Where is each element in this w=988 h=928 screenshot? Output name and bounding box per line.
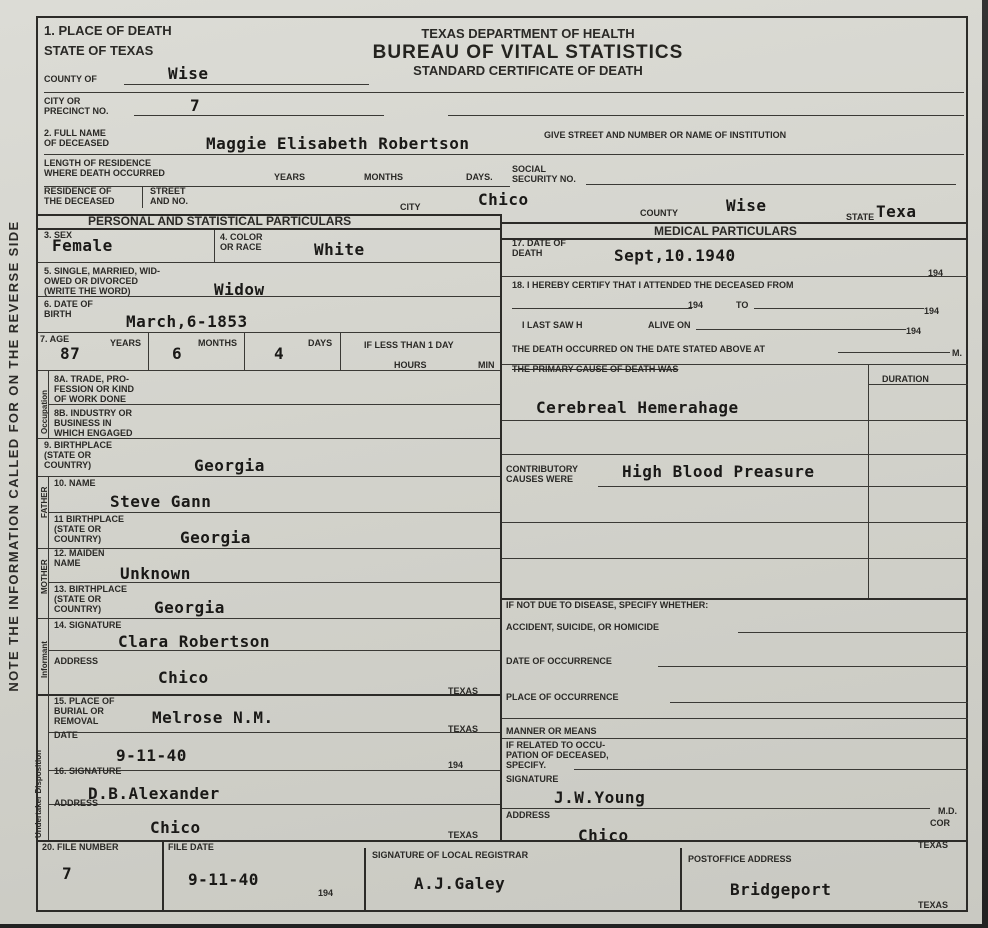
postoffice-label: POSTOFFICE ADDRESS bbox=[688, 854, 792, 864]
industry-label: 8B. INDUSTRY OR bbox=[54, 408, 133, 418]
cause-rule-5 bbox=[502, 558, 968, 559]
certify-to-label: TO bbox=[736, 300, 749, 310]
certificate-title: STANDARD CERTIFICATE OF DEATH bbox=[413, 63, 643, 78]
precinct-label: PRECINCT NO. bbox=[44, 106, 109, 116]
occurred-m-label: M. bbox=[952, 348, 962, 358]
row-rule-2 bbox=[38, 296, 500, 297]
occupation-vertical-label: Occupation bbox=[40, 389, 49, 434]
row-rule-7 bbox=[38, 476, 500, 477]
color-label-2: OR RACE bbox=[220, 242, 262, 252]
physician-value: J.W.Young bbox=[554, 788, 646, 807]
trade-label: 8A. TRADE, PRO- bbox=[54, 374, 130, 384]
maiden-label: 12. MAIDEN bbox=[54, 548, 105, 558]
cause-rule-4 bbox=[502, 522, 968, 523]
residence-state-value: Texa bbox=[876, 202, 917, 221]
informant-value: Clara Robertson bbox=[118, 632, 270, 651]
age-days-label: DAYS bbox=[308, 338, 333, 348]
county-value: Wise bbox=[168, 64, 209, 83]
file-date-label: FILE DATE bbox=[168, 842, 214, 852]
state-of-texas-label: STATE OF TEXAS bbox=[44, 43, 154, 58]
bureau-title: BUREAU OF VITAL STATISTICS bbox=[372, 42, 684, 63]
primary-cause-value: Cerebreal Hemerahage bbox=[536, 398, 739, 417]
last-saw-label: I LAST SAW H bbox=[522, 320, 583, 330]
certify-from-year: 194 bbox=[688, 300, 704, 310]
row-rule-14 bbox=[48, 732, 500, 733]
duration-divider bbox=[868, 364, 869, 598]
social-line bbox=[586, 184, 956, 185]
residence-city-value: Chico bbox=[478, 190, 529, 209]
street-label-2: AND NO. bbox=[150, 196, 188, 206]
duration-rule bbox=[868, 384, 968, 385]
removal-label: 15. PLACE OF bbox=[54, 696, 115, 706]
father-bp-label-3: COUNTRY) bbox=[54, 534, 102, 544]
footer-divider-2 bbox=[364, 848, 366, 910]
right-rule-1 bbox=[502, 276, 968, 277]
name-rule bbox=[44, 154, 964, 155]
residence-county-value: Wise bbox=[726, 196, 767, 215]
less-than-day-label: IF LESS THAN 1 DAY bbox=[364, 340, 454, 350]
related-line bbox=[574, 769, 968, 770]
personal-heading: PERSONAL AND STATISTICAL PARTICULARS bbox=[88, 214, 352, 228]
place-occurrence-line bbox=[670, 702, 968, 703]
reverse-side-note: NOTE THE INFORMATION CALLED FOR ON THE REVERSE SIDE bbox=[6, 220, 21, 692]
father-birthplace-value: Georgia bbox=[180, 528, 251, 547]
father-bp-label-2: (STATE OR bbox=[54, 524, 102, 534]
informant-vertical-label: Informant bbox=[40, 641, 49, 678]
age-years-value: 87 bbox=[60, 344, 81, 363]
residence-label-2: THE DECEASED bbox=[44, 196, 115, 206]
sex-value: Female bbox=[52, 236, 113, 255]
age-divider-2 bbox=[244, 332, 245, 370]
sex-label: 3. SEX bbox=[44, 230, 73, 240]
min-label: MIN bbox=[478, 360, 495, 370]
right-rule-4 bbox=[502, 738, 968, 739]
mother-bp-label-3: COUNTRY) bbox=[54, 604, 102, 614]
related-label-2: PATION OF DECEASED, bbox=[506, 750, 609, 760]
primary-cause-label: THE PRIMARY CAUSE OF DEATH WAS bbox=[512, 364, 679, 374]
days-label: DAYS. bbox=[466, 172, 493, 182]
row-rule-5 bbox=[48, 404, 500, 405]
full-name-label-2: OF DECEASED bbox=[44, 138, 110, 148]
age-months-value: 6 bbox=[172, 344, 183, 363]
length-residence-label: LENGTH OF RESIDENCE bbox=[44, 158, 152, 168]
dob-label: 6. DATE OF bbox=[44, 299, 93, 309]
contributory-label-2: CAUSES WERE bbox=[506, 474, 574, 484]
city-label: CITY OR bbox=[44, 96, 81, 106]
duration-label: DURATION bbox=[882, 374, 929, 384]
accident-label: ACCIDENT, SUICIDE, OR HOMICIDE bbox=[506, 622, 660, 632]
row-rule-6 bbox=[38, 438, 500, 439]
informant-address-label: ADDRESS bbox=[54, 656, 99, 666]
color-label: 4. COLOR bbox=[220, 232, 263, 242]
street-line bbox=[448, 115, 964, 116]
medical-rule-2 bbox=[502, 238, 968, 240]
months-label: MONTHS bbox=[364, 172, 403, 182]
registrar-label: SIGNATURE OF LOCAL REGISTRAR bbox=[372, 850, 529, 860]
dob-label-2: BIRTH bbox=[44, 309, 72, 319]
row-rule-12 bbox=[48, 650, 500, 651]
accident-line bbox=[738, 632, 968, 633]
undertaker-texas-label: TEXAS bbox=[448, 830, 479, 840]
age-divider-3 bbox=[340, 332, 341, 370]
removal-label-2: BURIAL OR bbox=[54, 706, 104, 716]
father-bp-label: 11 BIRTHPLACE bbox=[54, 514, 125, 524]
marital-label-2: OWED OR DIVORCED bbox=[44, 276, 139, 286]
age-years-label: YEARS bbox=[110, 338, 142, 348]
burial-date-label: DATE bbox=[54, 730, 78, 740]
contributory-label: CONTRIBUTORY bbox=[506, 464, 578, 474]
physician-address-value: Chico bbox=[578, 826, 629, 845]
father-vertical-label: FATHER bbox=[40, 486, 49, 518]
death-year-label: 194 bbox=[928, 268, 944, 278]
father-name-value: Steve Gann bbox=[110, 492, 212, 511]
footer-divider-1 bbox=[162, 840, 164, 910]
cause-rule-1 bbox=[502, 420, 968, 421]
md-label: M.D. bbox=[938, 806, 957, 816]
birthplace-value: Georgia bbox=[194, 456, 265, 475]
certify-from-line bbox=[512, 308, 692, 309]
mother-maiden-value: Unknown bbox=[120, 564, 191, 583]
age-months-label: MONTHS bbox=[198, 338, 237, 348]
row-rule-1 bbox=[38, 262, 500, 263]
maiden-label-2: NAME bbox=[54, 558, 81, 568]
contributory-value: High Blood Preasure bbox=[622, 462, 815, 481]
social-label-2: SECURITY NO. bbox=[512, 174, 576, 184]
medical-heading: MEDICAL PARTICULARS bbox=[654, 224, 797, 238]
city-res-label: CITY bbox=[400, 202, 421, 212]
department-title: TEXAS DEPARTMENT OF HEALTH bbox=[421, 26, 635, 41]
birthplace-label: 9. BIRTHPLACE bbox=[44, 440, 113, 450]
informant-address-value: Chico bbox=[158, 668, 209, 687]
undertaker-value: D.B.Alexander bbox=[88, 784, 220, 803]
age-label: 7. AGE bbox=[40, 334, 70, 344]
personal-rule-2 bbox=[38, 228, 502, 230]
sex-divider bbox=[214, 230, 215, 262]
length-rule bbox=[44, 186, 510, 187]
physician-signature-label: SIGNATURE bbox=[506, 774, 559, 784]
date-occurrence-label: DATE OF OCCURRENCE bbox=[506, 656, 612, 666]
marital-value: Widow bbox=[214, 280, 265, 299]
age-divider-1 bbox=[148, 332, 149, 370]
marital-label-3: (WRITE THE WORD) bbox=[44, 286, 131, 296]
date-occurrence-line bbox=[658, 666, 968, 667]
birth-date-value: March,6-1853 bbox=[126, 312, 248, 331]
hours-label: HOURS bbox=[394, 360, 427, 370]
residence-divider bbox=[142, 186, 143, 208]
row-rule-11 bbox=[38, 618, 500, 619]
father-name-label: 10. NAME bbox=[54, 478, 96, 488]
occurred-at-label: THE DEATH OCCURRED ON THE DATE STATED ABOVE AT bbox=[512, 344, 765, 354]
undertaker-vertical-label: Undertaker Disposition bbox=[34, 749, 43, 838]
row-rule-10 bbox=[48, 582, 500, 583]
row-rule-9 bbox=[38, 548, 500, 549]
header-rule bbox=[44, 92, 964, 93]
alive-year-label: 194 bbox=[906, 326, 922, 336]
street-label: STREET bbox=[150, 186, 186, 196]
certify-to-line bbox=[754, 308, 924, 309]
row-rule-8 bbox=[48, 512, 500, 513]
undertaker-sidebar bbox=[48, 694, 49, 840]
marital-label: 5. SINGLE, MARRIED, WID- bbox=[44, 266, 161, 276]
burial-year-label: 194 bbox=[448, 760, 464, 770]
alive-on-label: ALIVE ON bbox=[648, 320, 691, 330]
file-number-value: 7 bbox=[62, 864, 73, 883]
row-rule-3 bbox=[38, 332, 500, 333]
length-residence-label-2: WHERE DEATH OCCURRED bbox=[44, 168, 165, 178]
cause-rule-2 bbox=[502, 454, 968, 455]
social-label: SOCIAL bbox=[512, 164, 547, 174]
right-rule-3 bbox=[502, 718, 968, 719]
footer-divider-3 bbox=[680, 848, 682, 910]
trade-label-2: FESSION OR KIND bbox=[54, 384, 135, 394]
age-days-value: 4 bbox=[274, 344, 285, 363]
undertaker-address-label: ADDRESS bbox=[54, 798, 99, 808]
mother-sidebar bbox=[48, 548, 49, 618]
state-label: STATE bbox=[846, 212, 875, 222]
registrar-value: A.J.Galey bbox=[414, 874, 506, 893]
signature-16-label: 16. SIGNATURE bbox=[54, 766, 122, 776]
burial-texas-label: TEXAS bbox=[448, 724, 479, 734]
burial-date-value: 9-11-40 bbox=[116, 746, 187, 765]
place-of-death-label: 1. PLACE OF DEATH bbox=[44, 23, 172, 38]
street-hint-label: GIVE STREET AND NUMBER OR NAME OF INSTITUTION bbox=[544, 130, 787, 140]
mother-vertical-label: MOTHER bbox=[40, 559, 49, 594]
occurred-at-line bbox=[838, 352, 950, 353]
alive-on-line bbox=[696, 329, 906, 330]
postoffice-value: Bridgeport bbox=[730, 880, 832, 899]
right-rule-5 bbox=[502, 808, 930, 809]
precinct-value: 7 bbox=[190, 96, 201, 115]
industry-label-2: BUSINESS IN bbox=[54, 418, 112, 428]
mother-birthplace-value: Georgia bbox=[154, 598, 225, 617]
postoffice-texas-label: TEXAS bbox=[918, 900, 949, 910]
column-divider bbox=[500, 214, 502, 840]
informant-sidebar bbox=[48, 618, 49, 694]
mother-bp-label-2: (STATE OR bbox=[54, 594, 102, 604]
related-label: IF RELATED TO OCCU- bbox=[506, 740, 606, 750]
residence-label: RESIDENCE OF bbox=[44, 186, 112, 196]
county-line bbox=[124, 84, 369, 85]
full-name-label: 2. FULL NAME bbox=[44, 128, 106, 138]
manner-label: MANNER OR MEANS bbox=[506, 726, 597, 736]
burial-place-value: Melrose N.M. bbox=[152, 708, 274, 727]
death-date-label-2: DEATH bbox=[512, 248, 543, 258]
race-value: White bbox=[314, 240, 365, 259]
row-rule-16 bbox=[48, 804, 500, 805]
birthplace-label-2: (STATE OR bbox=[44, 450, 92, 460]
file-year-label: 194 bbox=[318, 888, 334, 898]
certify-label: 18. I HEREBY CERTIFY THAT I ATTENDED THE DECEASED FROM bbox=[512, 280, 794, 290]
physician-texas-label: TEXAS bbox=[918, 840, 949, 850]
file-number-label: 20. FILE NUMBER bbox=[42, 842, 119, 852]
related-label-3: SPECIFY. bbox=[506, 760, 547, 770]
years-label: YEARS bbox=[274, 172, 306, 182]
not-disease-label: IF NOT DUE TO DISEASE, SPECIFY WHETHER: bbox=[506, 600, 709, 610]
death-date-label: 17. DATE OF bbox=[512, 238, 566, 248]
certify-to-year: 194 bbox=[924, 306, 940, 316]
physician-address-label: ADDRESS bbox=[506, 810, 551, 820]
cause-rule-3 bbox=[598, 486, 968, 487]
place-occurrence-label: PLACE OF OCCURRENCE bbox=[506, 692, 619, 702]
county-label: COUNTY OF bbox=[44, 74, 97, 84]
row-rule-4 bbox=[38, 370, 500, 371]
death-date-value: Sept,10.1940 bbox=[614, 246, 736, 265]
undertaker-address-value: Chico bbox=[150, 818, 201, 837]
county-res-label: COUNTY bbox=[640, 208, 678, 218]
full-name-value: Maggie Elisabeth Robertson bbox=[206, 134, 470, 153]
removal-label-3: REMOVAL bbox=[54, 716, 99, 726]
certificate-form bbox=[36, 16, 968, 912]
trade-label-3: OF WORK DONE bbox=[54, 394, 126, 404]
informant-texas-label: TEXAS bbox=[448, 686, 479, 696]
mother-bp-label: 13. BIRTHPLACE bbox=[54, 584, 128, 594]
cor-label: COR bbox=[930, 818, 950, 828]
precinct-line bbox=[134, 115, 384, 116]
industry-label-3: WHICH ENGAGED bbox=[54, 428, 133, 438]
birthplace-label-3: COUNTRY) bbox=[44, 460, 92, 470]
signature-14-label: 14. SIGNATURE bbox=[54, 620, 122, 630]
file-date-value: 9-11-40 bbox=[188, 870, 259, 889]
